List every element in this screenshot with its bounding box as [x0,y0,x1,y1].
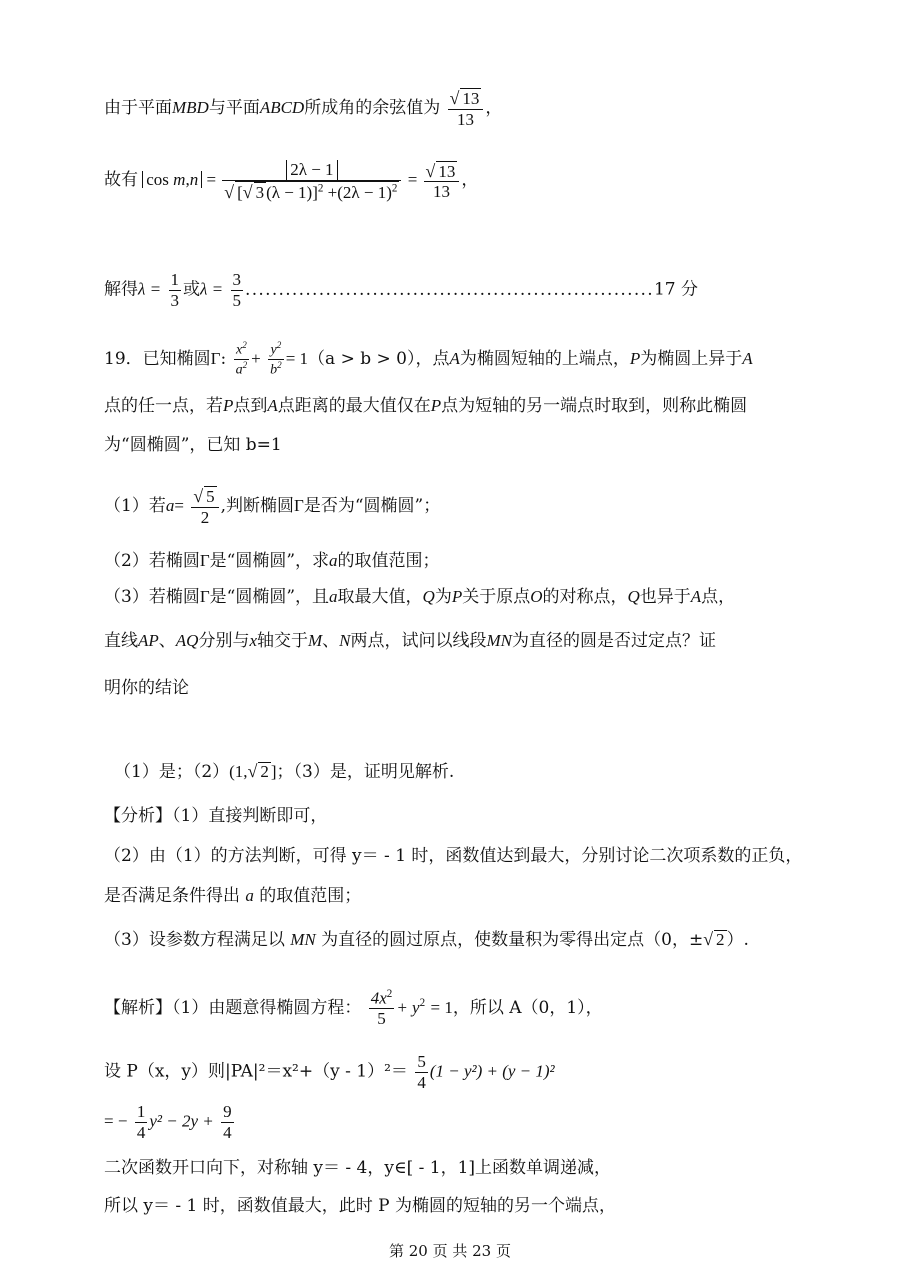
text: 的取值范围； [337,551,440,571]
denominator: 4 [417,1072,426,1092]
math-m: M [308,631,323,650]
text: 分别与 [198,631,250,651]
answer-line [114,762,454,781]
math-ap: AP [138,631,159,650]
text-line-cosine-value [104,88,502,129]
expression: y² − 2y + [149,1111,214,1131]
text: 为“圆椭圆”，已知 b=1 [104,435,282,455]
text: ， [461,169,479,189]
sqrt-icon: √ [247,761,258,781]
radicand: 5 [206,487,215,506]
math-gamma: Γ [199,587,210,606]
fraction-5-4 [415,1052,428,1092]
cos-label: cos [146,169,169,189]
plus-y: + y [396,997,420,1017]
sub-question-3-line-2 [104,632,716,650]
text: （2）若椭圆 [104,551,200,571]
sqrt-icon: √ [224,181,235,202]
text: （3）设参数方程满足以 [104,930,291,950]
numerator: 1 [170,270,179,289]
sub-question-3-line-3 [104,680,189,697]
denominator: 13 [457,109,475,129]
radicand: 2 [716,930,725,949]
equals: = [174,496,184,516]
math-gamma: Γ [210,348,221,368]
text: 两点，试问以线段 [350,631,487,651]
interval-close: ] [270,762,277,781]
sqrt-icon: √ [703,929,713,949]
radicand-3: 3 [255,182,265,202]
text: ,判断椭圆 [220,496,295,517]
fraction-sqrt5-over-2 [191,486,218,527]
sub-question-2 [104,552,440,570]
expression: (1 − y²) + (y − 1)² [429,1061,555,1081]
math-a: a [329,587,338,606]
solution-line-3 [104,1102,236,1142]
fraction-4x2-over-5: $\frac{4x^2}{5}$ [370,988,393,1029]
numerator: 4x [370,988,387,1008]
text-line-cos-formula [104,160,478,202]
comma: , [185,169,190,189]
question-19-line-2 [104,397,747,415]
numerator: 3 [232,270,241,289]
math-mn: MN [290,930,316,949]
math-q: Q [627,587,640,606]
text: （1）若 [104,496,166,517]
text: 解得 [104,279,138,300]
denominator: b [270,362,278,378]
sqrt-icon: √ [449,88,460,108]
sub-question-1 [104,486,440,527]
text: 关于原点 [462,587,531,607]
denominator: 13 [432,182,450,202]
denominator: 5 [377,1009,386,1029]
text: 19．已知椭圆 [104,348,211,369]
text: ）. [726,930,749,950]
denominator: 3 [170,290,179,310]
sqrt-icon: √ [193,486,204,506]
abs-cos-mn [142,171,202,188]
text: 故有 [104,169,138,190]
analysis-line-3 [104,887,361,905]
text: 也异于 [639,587,691,607]
math-a: a [329,551,338,570]
text: 的取值范围； [253,886,362,906]
term: +(2λ − 1) [327,182,392,202]
text: 所以 y＝ - 1 时，函数值最大，此时 P 为椭圆的短轴的另一个端点， [104,1196,617,1216]
text: 的对称点， [542,587,628,607]
math-aq: AQ [175,631,199,650]
score-label: 17 分 [653,279,698,300]
text: 直线 [104,631,138,651]
math-x: x [249,631,257,650]
denominator: a [235,362,243,378]
vector-n: n [189,169,199,189]
math-abcd: ABCD [259,98,305,118]
numerator: 1 [136,1102,146,1121]
text: 由于平面 [104,98,172,119]
solution-line-1: 【解析】（1）由题意得椭圆方程： $\frac{4x^2}{5}$ + $y^2 = 1$，所以 A（0，1）， [104,988,603,1029]
text: 是“圆椭圆”，求 [209,551,330,571]
expression: = − [104,1111,128,1131]
sub-question-3-line-1 [104,588,735,606]
fraction-sqrt13-over-13 [424,161,460,202]
numerator: 9 [223,1102,232,1121]
math-a: A [449,348,460,368]
analysis-line-2 [104,848,802,865]
fraction-y2-b2: $\frac{y^2}{b^2}$ [270,340,282,378]
equals: = [407,169,418,189]
text: 点的任一点，若 [104,396,223,416]
text: 为直径的圆是否过定点？证 [512,631,717,651]
denominator: 4 [223,1122,232,1142]
math-o: O [530,587,543,606]
math-a: a [245,886,254,905]
text: （1）是；（2） [114,762,230,782]
text-line-lambda-solution [104,270,698,310]
radicand: 2 [260,762,269,781]
fraction-sqrt13-over-13 [448,88,484,129]
fraction-x2-a2: $\frac{x^2}{a^2}$ [235,340,248,378]
fraction-9-4 [221,1102,234,1142]
text: 轴交于 [257,631,308,651]
denominator: 5 [232,290,241,310]
denominator: 2 [200,507,210,527]
interval-left: (1, [229,762,248,781]
question-19-line-1 [104,340,753,379]
equals-one: = 1 [285,348,309,368]
text: 是否为“圆椭圆”； [303,496,441,517]
colon: : [220,348,227,369]
term: (λ − 1) [266,182,313,202]
vector-m: m [173,169,186,189]
abs-numerator: 2λ − 1 [286,160,337,180]
fraction-cos-expression: $\frac{2\lambda - 1}{√ [√ 3 (\lambda - 1)]^2 +(2\lambda - 1)^2}$ [222,160,401,202]
math-p: P [223,396,234,415]
math-mn: MN [486,631,513,650]
math-a: A [742,348,753,368]
text: 为椭圆上异于 [640,348,743,369]
text: 、 [322,631,340,651]
solution-line-2 [104,1052,555,1092]
text: ， [485,98,503,119]
math-gamma: Γ [199,551,210,570]
question-19-line-3 [104,437,282,454]
text: 【分析】（1）直接判断即可， [104,806,328,826]
math-a: a [165,496,175,516]
text: 、 [158,631,176,651]
text: 为椭圆短轴的上端点， [459,348,630,369]
plus: + [251,348,261,368]
text: 与平面 [208,98,260,119]
radicand: 13 [438,161,456,181]
text: 所成角的余弦值为 [304,98,441,119]
math-lambda: λ = [200,279,224,299]
text: 是否满足条件得出 [104,886,246,906]
analysis-line-4 [104,930,749,949]
math-p: P [629,348,641,368]
math-n: N [339,631,351,650]
equals: = [206,169,217,189]
text: 或 [183,279,200,300]
text: ，所以 A（0，1）， [452,997,603,1018]
text: 点到 [233,396,268,416]
math-q: Q [422,587,435,606]
text: 取最大值， [337,587,423,607]
text: 点， [701,587,736,607]
text: （2）由（1）的方法判断，可得 y＝ - 1 时，函数值达到最大，分别讨论二次项系数的正负， [104,846,803,866]
condition: （a > b > 0） [308,348,416,369]
equals-one: = 1 [430,997,453,1017]
math-lambda: λ = [138,279,162,299]
text: ，点 [415,348,450,369]
numerator: y [270,342,277,358]
text: 点距离的最大值仅在 [277,396,431,416]
math-p: P [451,587,463,606]
page-footer: 第 20 页 共 23 页 [388,1242,511,1260]
text: （3）若椭圆 [104,587,200,607]
math-mbd: MBD [172,98,209,118]
math-p: P [430,396,442,415]
leader-dots: ............................................................. [245,279,654,300]
sqrt-icon: √ [425,160,436,181]
solution-line-4 [104,1160,611,1177]
text: 是“圆椭圆”，且 [209,587,330,607]
numerator: x [236,342,243,358]
radicand: 13 [462,89,480,108]
math-a: A [690,587,702,606]
interval [229,762,276,781]
text: 二次函数开口向下，对称轴 y＝ - 4，y∈[ - 1，1]上函数单调递减， [104,1158,612,1178]
solution-line-5 [104,1198,616,1215]
math-a: A [267,396,278,415]
fraction-1-4 [135,1102,148,1142]
denominator: 4 [136,1122,146,1142]
text: 明你的结论 [104,678,189,698]
fraction-3-5 [231,270,244,310]
fraction-1-3 [169,270,182,310]
math-gamma: Γ [294,496,304,516]
sqrt-icon: √ [242,181,253,202]
analysis-line-1 [104,808,327,825]
text: 设 P（x，y）则|PA|²＝x²+（y - 1）²＝ [104,1061,408,1082]
text: 为直径的圆过原点，使数量积为零得出定点（0，± [315,930,704,950]
text: 为 [434,587,452,607]
text: ；（3）是，证明见解析. [276,762,455,782]
text: 【解析】（1）由题意得椭圆方程： [104,997,362,1018]
numerator: 5 [417,1052,426,1071]
text: 点为短轴的另一端点时取到，则称此椭圆 [441,396,748,416]
